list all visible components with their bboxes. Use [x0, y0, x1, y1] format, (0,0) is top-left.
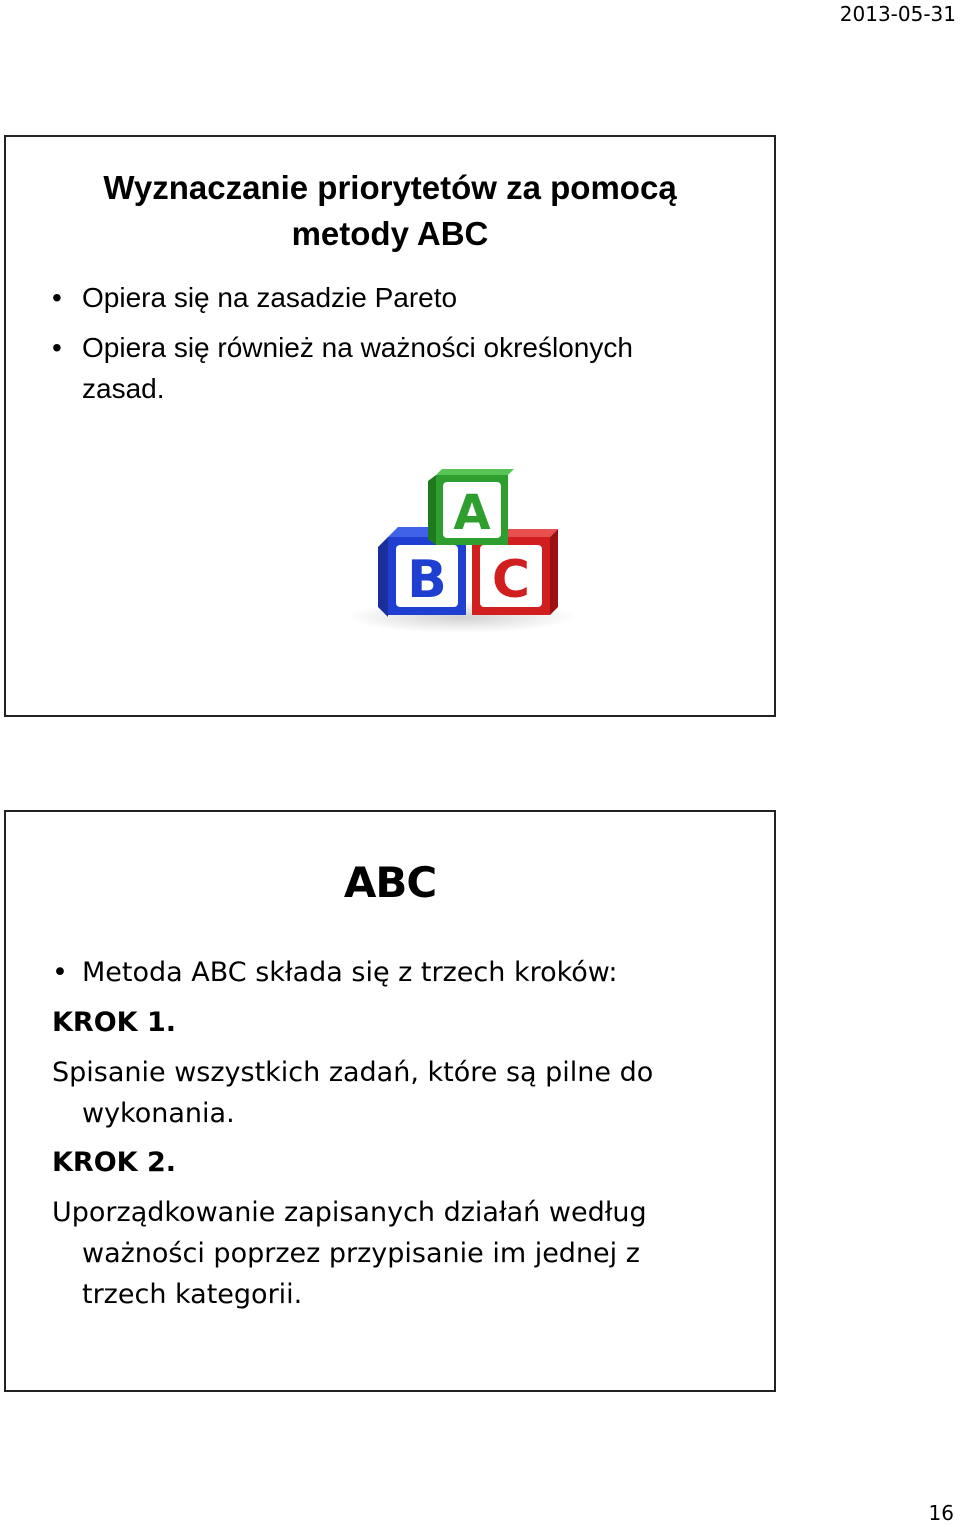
- title-line-2: metody ABC: [291, 215, 489, 252]
- step-1-description: [52, 1052, 752, 1134]
- bullet-text: Opiera się na zasadzie Pareto: [82, 282, 458, 313]
- bullet-text: Opiera się również na ważności określonych: [82, 332, 633, 363]
- slide-title: [6, 165, 774, 257]
- svg-text:C: C: [491, 550, 531, 610]
- step-2-line-1: Uporządkowanie zapisanych działań według: [52, 1197, 647, 1228]
- bullet-icon: •: [52, 332, 62, 363]
- bullet-text: Metoda ABC składa się z trzech kroków:: [82, 957, 618, 988]
- block-a: [428, 469, 514, 545]
- step-1-line-1: Spisanie wszystkich zadań, które są pilne do: [52, 1057, 654, 1088]
- abc-blocks-image: [336, 467, 576, 637]
- bullet-item: [52, 952, 742, 993]
- bullet-icon: •: [52, 282, 62, 313]
- slide-title: ABC: [343, 858, 437, 907]
- bullet-icon: •: [52, 957, 68, 988]
- svg-text:A: A: [453, 485, 491, 541]
- step-2-description: [52, 1192, 752, 1315]
- svg-text:B: B: [407, 550, 447, 610]
- page-number: 16: [928, 1501, 954, 1525]
- slide-abc-method: [4, 135, 776, 717]
- bullet-text-continued: zasad.: [82, 373, 165, 404]
- title-line-1: Wyznaczanie priorytetów za pomocą: [103, 169, 677, 206]
- step-1-line-2: wykonania.: [82, 1098, 235, 1129]
- step-1-label: KROK 1.: [52, 1007, 177, 1038]
- bullet-item: [52, 277, 742, 318]
- slide-abc-steps: [4, 810, 776, 1392]
- step-2-line-2: ważności poprzez przypisanie im jednej z: [82, 1238, 640, 1269]
- date-label: 2013-05-31: [839, 2, 956, 26]
- step-2-label: KROK 2.: [52, 1147, 177, 1178]
- bullet-item: [52, 327, 742, 409]
- step-2-line-3: trzech kategorii.: [82, 1279, 303, 1310]
